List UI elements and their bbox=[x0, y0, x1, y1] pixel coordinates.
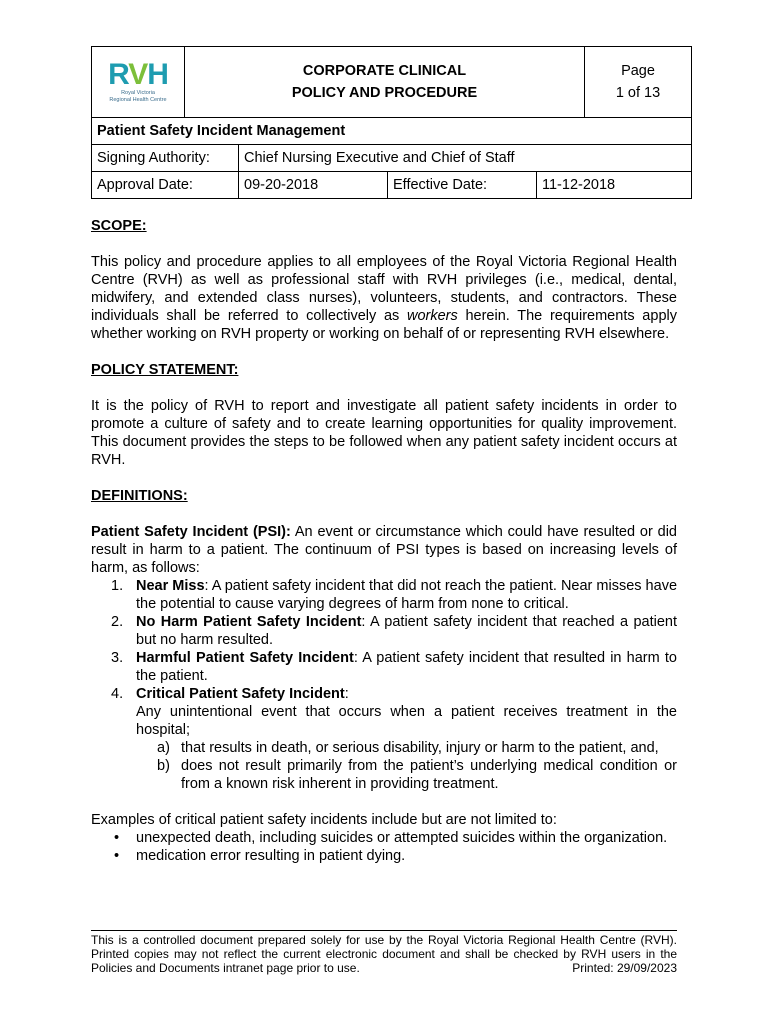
bullet-text: medication error resulting in patient dying. bbox=[136, 848, 406, 864]
document-body bbox=[91, 217, 677, 865]
sub-list-item bbox=[91, 739, 677, 757]
document-footer bbox=[91, 930, 677, 975]
page-label: Page bbox=[621, 63, 655, 79]
title-line-2: POLICY AND PROCEDURE bbox=[291, 85, 478, 101]
signing-authority-row bbox=[91, 145, 692, 172]
item-text: : bbox=[344, 686, 349, 702]
effective-date-value: 11-12-2018 bbox=[536, 172, 620, 198]
examples-intro: Examples of critical patient safety incidents include but are not limited to: bbox=[91, 812, 557, 828]
critical-definition-text: Any unintentional event that occurs when a patient receives treatment in the hospital; bbox=[136, 704, 677, 738]
doc-title: Patient Safety Incident Management bbox=[97, 123, 346, 139]
list-item bbox=[91, 685, 677, 703]
scope-text-2: herein. The requirements apply whether working on RVH property or working on behalf of or representing RVH elsewhere. bbox=[91, 308, 677, 342]
list-item bbox=[91, 577, 677, 613]
sub-item-letter: b) bbox=[157, 758, 170, 774]
signing-authority-label: Signing Authority: bbox=[97, 150, 210, 166]
psi-definition bbox=[91, 523, 677, 577]
item-term: Near Miss bbox=[136, 578, 205, 594]
policy-heading: POLICY STATEMENT: bbox=[91, 362, 239, 378]
doc-title-row bbox=[91, 118, 692, 145]
item-term: No Harm Patient Safety Incident bbox=[136, 614, 362, 630]
psi-text: An event or circumstance which could have resulted or did result in harm to a patient. The continuum of PSI types is based on increasing levels of harm, as follows: bbox=[91, 524, 677, 576]
bullet-icon: • bbox=[114, 848, 120, 864]
document-header bbox=[91, 46, 692, 199]
signing-authority-value: Chief Nursing Executive and Chief of Staff bbox=[238, 145, 520, 171]
sub-item-text: does not result primarily from the patient’s underlying medical condition or from a known risk inherent in providing treatment. bbox=[181, 758, 677, 792]
approval-date-value: 09-20-2018 bbox=[238, 172, 387, 198]
header-table bbox=[91, 46, 692, 118]
policy-paragraph: It is the policy of RVH to report and investigate all patient safety incidents in order to promote a culture of safety and to create learning opportunities for quality improvement. This document provides the steps to be followed when any patient safety incident occurs at RVH. bbox=[91, 398, 677, 468]
title-line-1: CORPORATE CLINICAL bbox=[302, 63, 467, 79]
bullet-text: unexpected death, including suicides or attempted suicides within the organization. bbox=[136, 830, 668, 846]
definitions-heading: DEFINITIONS: bbox=[91, 488, 188, 504]
rvh-logo bbox=[108, 57, 168, 104]
sub-list-item bbox=[91, 757, 677, 793]
scope-text-1: This policy and procedure applies to all employees of the Royal Victoria Regional Health Centre (RVH) as well as professional staff with RVH privileges (i.e., medical, dental, midwifery, and extended class nurses), volunteers, students, and contractors. These individuals shall be referred to collectively as bbox=[91, 254, 677, 324]
bullet-icon: • bbox=[114, 830, 120, 846]
list-item bbox=[91, 613, 677, 649]
dates-row bbox=[91, 172, 692, 199]
logo-cell bbox=[92, 47, 185, 118]
psi-term: Patient Safety Incident (PSI): bbox=[91, 524, 291, 540]
item-text: : A patient safety incident that did not reach the patient. Near misses have the potential to cause varying degrees of harm from none to critical. bbox=[136, 578, 678, 612]
policy-type-title bbox=[185, 47, 585, 118]
bullet-item bbox=[91, 847, 677, 865]
item-number: 3. bbox=[111, 650, 124, 666]
page-number: 1 of 13 bbox=[615, 85, 661, 101]
scope-paragraph bbox=[91, 253, 677, 343]
printed-date: Printed: 29/09/2023 bbox=[572, 961, 677, 975]
list-item bbox=[91, 649, 677, 685]
item-number: 4. bbox=[111, 686, 124, 702]
item-term: Critical Patient Safety Incident bbox=[136, 686, 345, 702]
scope-heading: SCOPE: bbox=[91, 218, 147, 234]
logo-subtitle-2: Regional Health Centre bbox=[109, 96, 167, 103]
sub-item-text: that results in death, or serious disability, injury or harm to the patient, and, bbox=[181, 740, 659, 756]
item-number: 2. bbox=[111, 614, 124, 630]
item-text: : A patient safety incident that resulted in harm to the patient. bbox=[136, 650, 677, 684]
item-number: 1. bbox=[111, 578, 124, 594]
item-text: : A patient safety incident that reached a patient but no harm resulted. bbox=[136, 614, 677, 648]
logo-wordmark: RVH bbox=[108, 57, 168, 91]
item-term: Harmful Patient Safety Incident bbox=[136, 650, 354, 666]
scope-text-italic: workers bbox=[406, 308, 458, 324]
page-indicator bbox=[585, 47, 692, 118]
footer-disclaimer: This is a controlled document prepared solely for use by the Royal Victoria Regional Health Centre (RVH). Printed copies may not reflect the current electronic document and shall be checked by RVH users in the Policies and Documents intranet page prior to use. bbox=[91, 933, 677, 975]
effective-date-label: Effective Date: bbox=[387, 172, 536, 198]
sub-item-letter: a) bbox=[157, 740, 170, 756]
approval-date-label: Approval Date: bbox=[97, 177, 193, 193]
bullet-item bbox=[91, 829, 677, 847]
logo-subtitle-1: Royal Victoria bbox=[121, 89, 155, 96]
